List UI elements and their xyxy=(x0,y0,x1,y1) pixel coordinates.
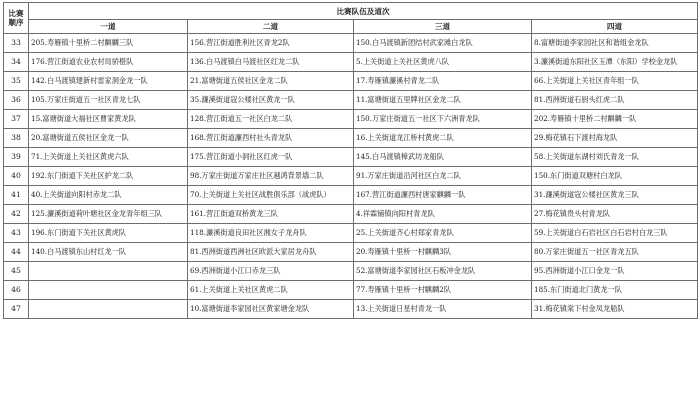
lane-4-team-cell: 31.梅花镇棠下村金凤龙船队 xyxy=(532,300,698,319)
lane-3-team-cell: 25.上关街道齐心村郑家青龙队 xyxy=(354,224,532,243)
lane-2-team-cell: 161.营江街道双桥黄龙三队 xyxy=(188,205,354,224)
table-row xyxy=(4,53,698,72)
lane-3-team-cell: 5.上关街道上关社区黄虎八队 xyxy=(354,53,532,72)
lane-1-team-cell: 40.上关街道向阳村赤龙二队 xyxy=(29,186,188,205)
lane-4-team-cell: 202.寿雁镇十里桥二村麒麟一队 xyxy=(532,110,698,129)
lane-4-team-cell: 185.东门街道北门黄龙一队 xyxy=(532,281,698,300)
table-row xyxy=(4,91,698,110)
lane-3-team-cell: 52.富塘街道李家园社区石板冲金龙队 xyxy=(354,262,532,281)
lane-1-team-cell: 192.东门街道下关社区护龙二队 xyxy=(29,167,188,186)
lane-4-team-cell: 80.万家庄街道五一社区青龙五队 xyxy=(532,243,698,262)
lane-4-team-cell: 150.东门街道双塘村白龙队 xyxy=(532,167,698,186)
lane-1-team-cell: 176.营江街道农业农村局骄橙队 xyxy=(29,53,188,72)
lane-1-team-cell: 142.白马渡镇建新村雷家洞金龙一队 xyxy=(29,72,188,91)
lane-3-team-cell: 17.寿雁镇濂溪村青龙二队 xyxy=(354,72,532,91)
race-order-cell: 34 xyxy=(4,53,29,72)
race-order-cell: 47 xyxy=(4,300,29,319)
lane-1-team-cell: 140.白马渡镇东山村红龙一队 xyxy=(29,243,188,262)
table-row xyxy=(4,148,698,167)
lane-3-team-cell: 13.上关街道日星村青龙一队 xyxy=(354,300,532,319)
lane-4-team-cell: 81.西洲街道石厨头红虎二队 xyxy=(532,91,698,110)
table-row xyxy=(4,186,698,205)
lane-header-1: 一道 xyxy=(29,20,188,34)
lane-3-team-cell: 20.寿雁镇十里桥一村麒麟3队 xyxy=(354,243,532,262)
lane-1-team-cell: 125.濂溪街道荷叶塘社区金龙青年组三队 xyxy=(29,205,188,224)
race-order-cell: 39 xyxy=(4,148,29,167)
race-order-cell: 36 xyxy=(4,91,29,110)
table-body xyxy=(4,34,698,319)
lane-4-team-cell: 95.西洲街道小江口金龙一队 xyxy=(532,262,698,281)
lane-4-team-cell: 31.濂溪街道寇公楼社区黄龙三队 xyxy=(532,186,698,205)
lane-2-team-cell: 156.营江街道胜利社区青龙2队 xyxy=(188,34,354,53)
lane-1-team-cell: 205.寿雁镇十里桥二村麒麟三队 xyxy=(29,34,188,53)
lane-1-team-cell xyxy=(29,281,188,300)
lane-header-3: 三道 xyxy=(354,20,532,34)
lane-3-team-cell: 16.上关街道龙江桥村黄虎二队 xyxy=(354,129,532,148)
table-row xyxy=(4,129,698,148)
race-order-cell: 37 xyxy=(4,110,29,129)
lane-header-2: 二道 xyxy=(188,20,354,34)
lane-2-team-cell: 118.濂溪街道良田社区湘女子龙舟队 xyxy=(188,224,354,243)
table-row xyxy=(4,167,698,186)
table-row xyxy=(4,300,698,319)
lane-1-team-cell xyxy=(29,262,188,281)
lane-1-team-cell xyxy=(29,300,188,319)
race-order-cell: 38 xyxy=(4,129,29,148)
race-order-cell: 43 xyxy=(4,224,29,243)
lane-3-team-cell: 167.营江街道濂西村唐家麒麟一队 xyxy=(354,186,532,205)
lane-3-team-cell: 91.万家庄街道沿河社区白龙二队 xyxy=(354,167,532,186)
lane-2-team-cell: 175.营江街道小洞社区红虎一队 xyxy=(188,148,354,167)
race-order-cell: 42 xyxy=(4,205,29,224)
race-order-cell: 45 xyxy=(4,262,29,281)
lane-1-team-cell: 105.万家庄街道五一社区青龙七队 xyxy=(29,91,188,110)
table-row xyxy=(4,243,698,262)
lane-2-team-cell: 70.上关街道上关社区战胜俱乐部（战虎队） xyxy=(188,186,354,205)
lane-1-team-cell: 196.东门街道下关社区黄虎队 xyxy=(29,224,188,243)
table-row xyxy=(4,224,698,243)
lane-4-team-cell: 29.梅花镇石下渡村海龙队 xyxy=(532,129,698,148)
race-order-cell: 46 xyxy=(4,281,29,300)
table-row xyxy=(4,72,698,91)
table-row xyxy=(4,205,698,224)
race-order-cell: 33 xyxy=(4,34,29,53)
lane-3-team-cell: 150.白马渡镇新团结村武家滩白龙队 xyxy=(354,34,532,53)
lane-4-team-cell: 59.上关街道白石岩社区白石岩村白龙三队 xyxy=(532,224,698,243)
lane-3-team-cell: 4.祥霖铺镇向阳村青龙队 xyxy=(354,205,532,224)
table-row xyxy=(4,110,698,129)
table-row xyxy=(4,262,698,281)
lane-2-team-cell: 128.营江街道五一社区白龙二队 xyxy=(188,110,354,129)
lane-2-team-cell: 168.营江街道濂西村社头青龙队 xyxy=(188,129,354,148)
lane-2-team-cell: 136.白马渡镇白马渡社区红龙二队 xyxy=(188,53,354,72)
lane-2-team-cell: 61.上关街道上关社区黄虎二队 xyxy=(188,281,354,300)
lane-4-team-cell: 3.濂溪街道东阳社区玉潭（东阳）学校金龙队 xyxy=(532,53,698,72)
lane-2-team-cell: 81.西洲街道西洲社区欧派大家居龙舟队 xyxy=(188,243,354,262)
race-order-cell: 44 xyxy=(4,243,29,262)
lane-3-team-cell: 77.寿雁镇十里桥一村麒麟2队 xyxy=(354,281,532,300)
lane-4-team-cell: 8.富塘街道李家园社区和谐组金龙队 xyxy=(532,34,698,53)
lane-3-team-cell: 11.富塘街道五里牌社区金龙二队 xyxy=(354,91,532,110)
lane-3-team-cell: 150.万家庄街道五一社区下六洲青龙队 xyxy=(354,110,532,129)
lane-1-team-cell: 15.富塘街道大福社区曹家黄龙队 xyxy=(29,110,188,129)
lane-1-team-cell: 71.上关街道上关社区黄虎六队 xyxy=(29,148,188,167)
race-order-cell: 35 xyxy=(4,72,29,91)
header-row-top xyxy=(4,3,698,20)
lane-4-team-cell: 27.梅花镇贵头村青龙队 xyxy=(532,205,698,224)
lane-2-team-cell: 10.富塘街道李家园社区黄家塘金龙队 xyxy=(188,300,354,319)
lane-2-team-cell: 21.富塘街道五侯社区金龙二队 xyxy=(188,72,354,91)
lane-1-team-cell: 20.富塘街道五侯社区金龙一队 xyxy=(29,129,188,148)
group-header: 比赛队伍及道次 xyxy=(29,3,698,20)
lane-2-team-cell: 35.濂溪街道寇公楼社区黄龙一队 xyxy=(188,91,354,110)
race-order-cell: 40 xyxy=(4,167,29,186)
table-row xyxy=(4,281,698,300)
order-header: 比赛顺序 xyxy=(4,3,29,34)
lane-2-team-cell: 69.西洲街道小江口赤龙三队 xyxy=(188,262,354,281)
lane-4-team-cell: 66.上关街道上关社区青年组一队 xyxy=(532,72,698,91)
lane-3-team-cell: 145.白马渡镇樟武坊龙船队 xyxy=(354,148,532,167)
header-row-lanes xyxy=(4,20,698,34)
lane-2-team-cell: 98.万家庄街道万家庄社区越鸿背景墙二队 xyxy=(188,167,354,186)
lane-4-team-cell: 58.上关街道东湖村刘氏青龙一队 xyxy=(532,148,698,167)
lane-header-4: 四道 xyxy=(532,20,698,34)
race-order-cell: 41 xyxy=(4,186,29,205)
race-schedule-table xyxy=(3,2,698,319)
table-row xyxy=(4,34,698,53)
